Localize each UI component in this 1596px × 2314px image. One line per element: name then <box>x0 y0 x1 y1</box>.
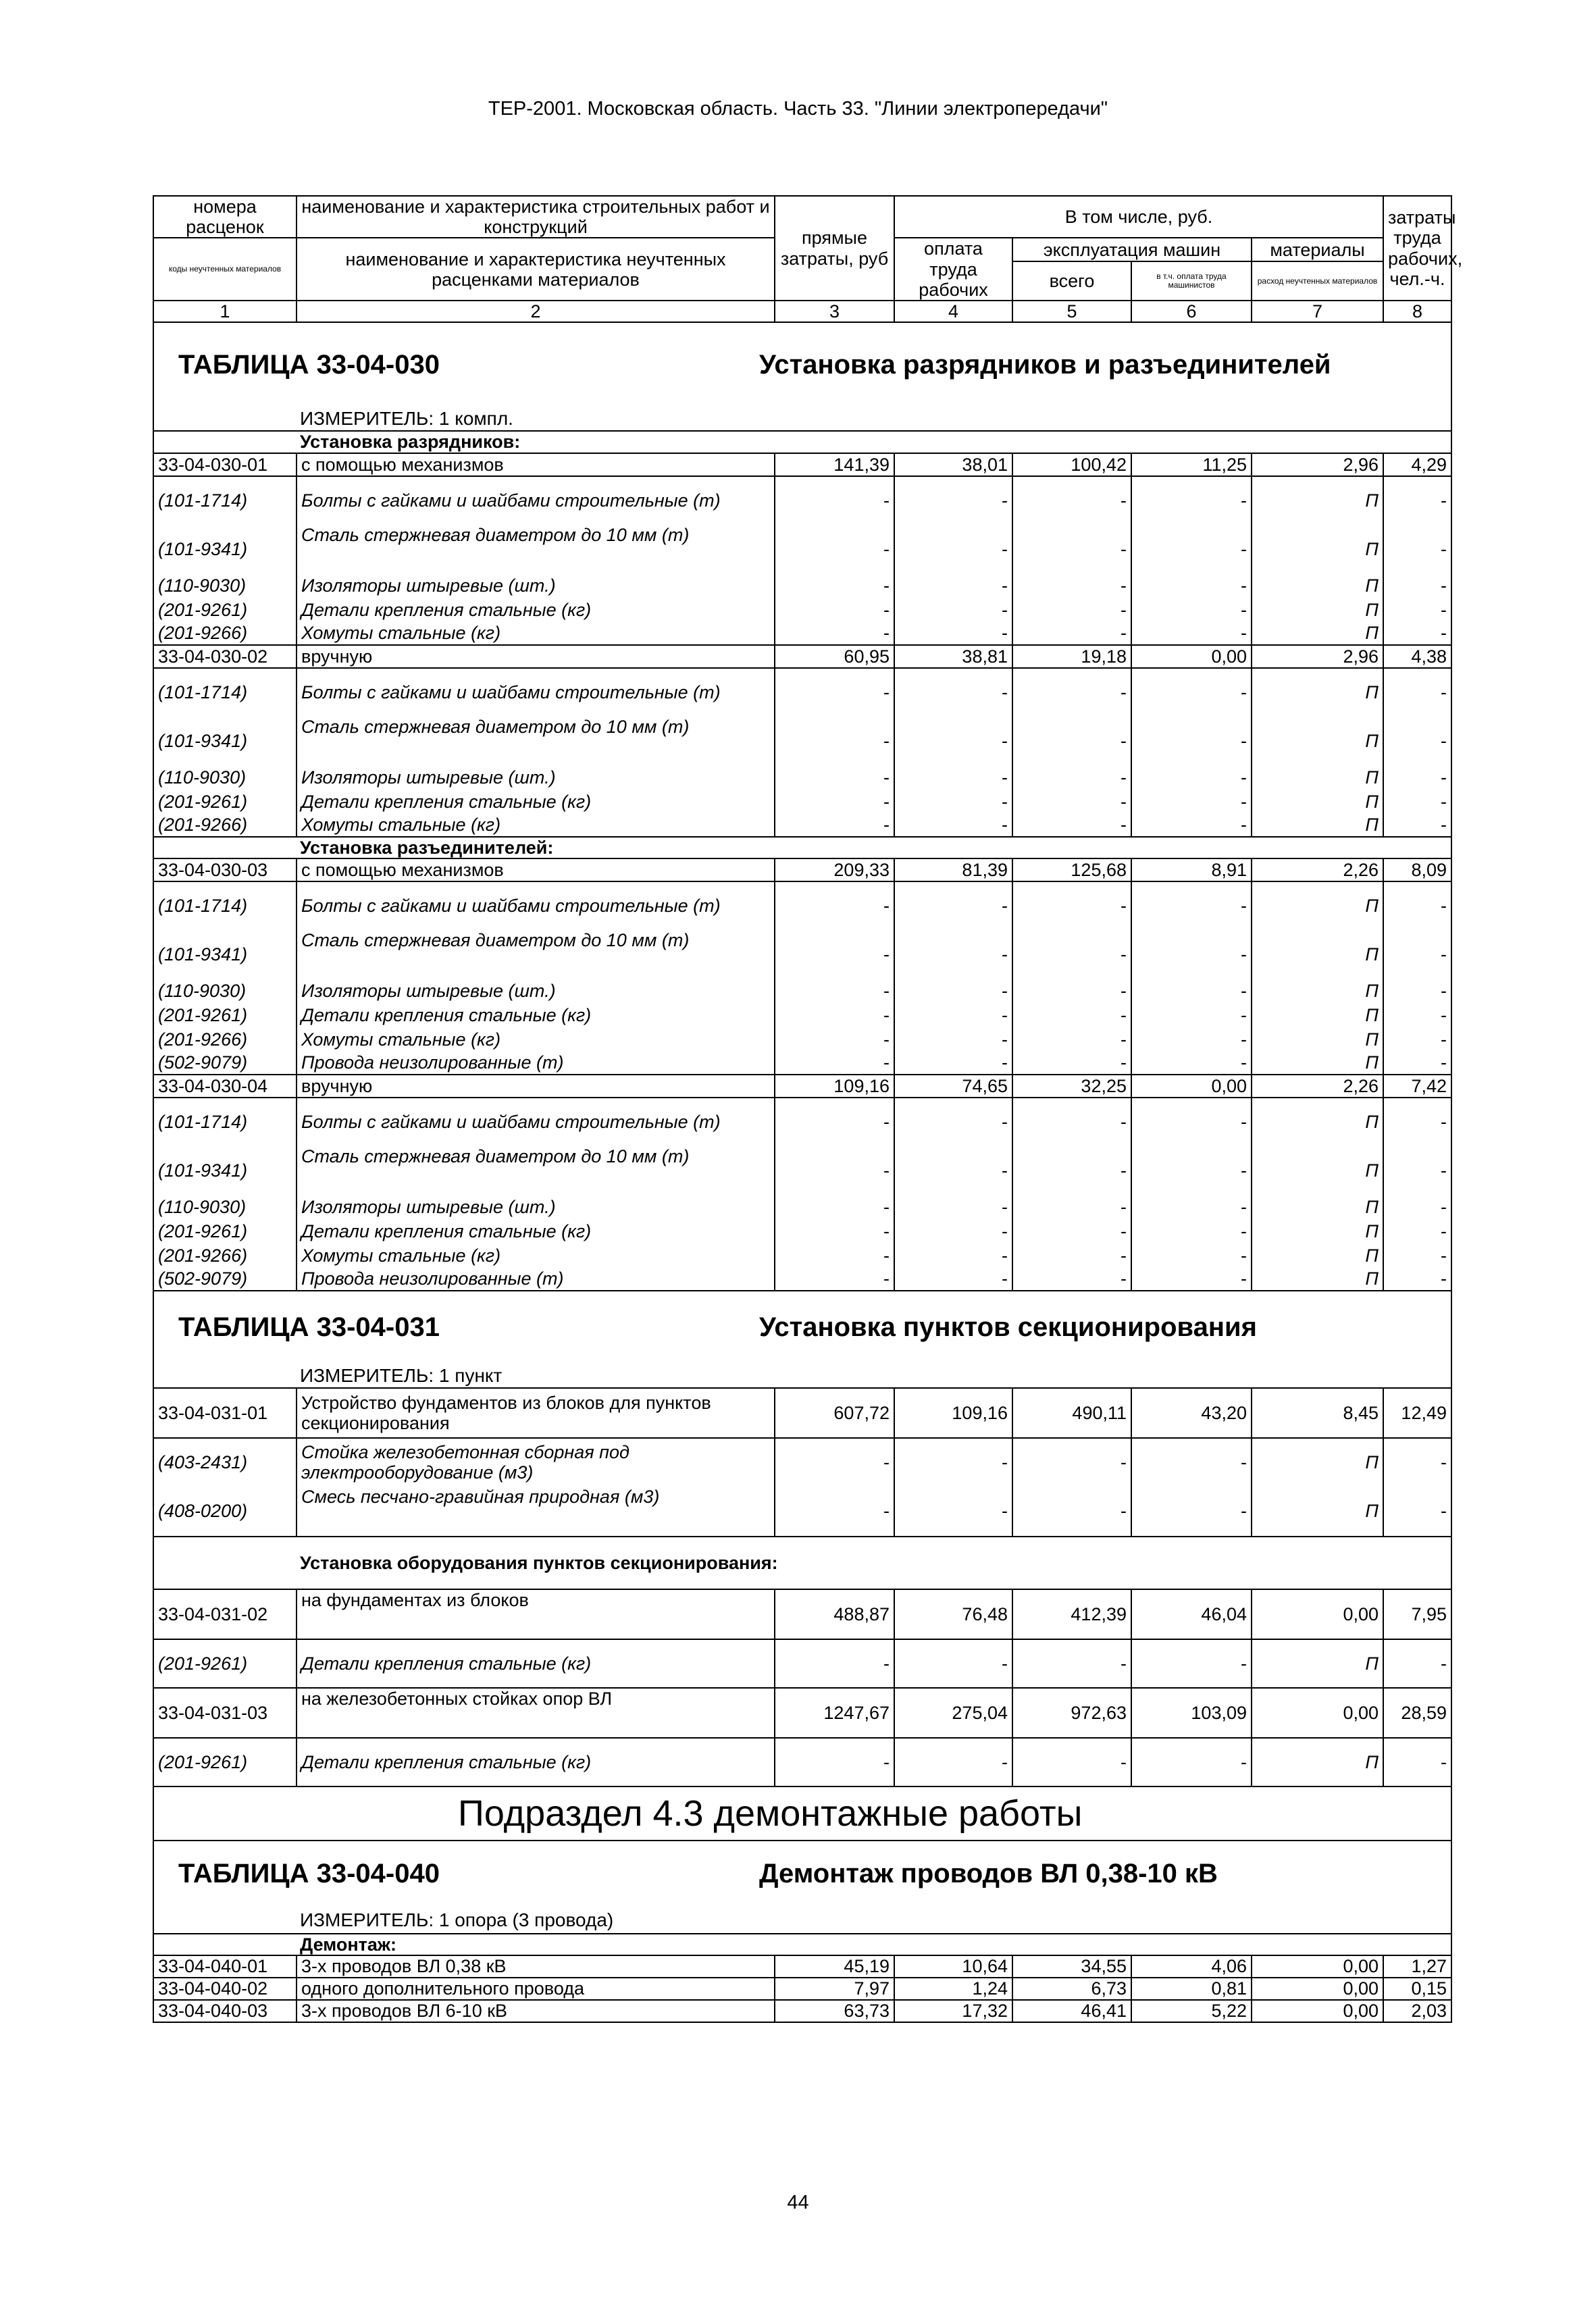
direct-cost: 63,73 <box>775 2000 894 2022</box>
material-name: Детали крепления стальные (кг) <box>297 790 775 814</box>
material-row: (201-9261) Детали крепления стальные (кг) - - - - П - <box>153 1003 1451 1027</box>
col-num: 5 <box>1012 301 1131 322</box>
material-name: Сталь стержневая диаметром до 10 мм (т) <box>297 525 775 573</box>
material-row: (201-9261) Детали крепления стальные (кг) - - - - П - <box>153 1639 1451 1688</box>
material-code: (201-9266) <box>153 1243 297 1268</box>
col-incl-header: В том числе, руб. <box>894 196 1383 238</box>
material-row: (110-9030) Изоляторы штыревые (шт.) - - - - П - <box>153 765 1451 790</box>
machine-cost: 46,41 <box>1012 2000 1131 2022</box>
material-cost: 8,45 <box>1252 1388 1383 1438</box>
labor-hours: 2,03 <box>1383 2000 1451 2022</box>
table-row <box>153 858 1451 881</box>
material-name: Детали крепления стальные (кг) <box>297 1219 775 1243</box>
machinist-wage: 11,25 <box>1131 453 1252 476</box>
work-name: вручную <box>297 1075 775 1098</box>
machinist-wage: 4,06 <box>1131 1955 1252 1978</box>
table-title-row <box>153 1841 1451 1907</box>
machinist-wage: 5,22 <box>1131 2000 1252 2022</box>
table-number: ТАБЛИЦА 33-04-031 <box>178 1312 440 1342</box>
material-cost: 2,26 <box>1252 858 1383 881</box>
machine-cost: 412,39 <box>1012 1589 1131 1639</box>
material-name: Провода неизолированные (т) <box>297 1268 775 1291</box>
machine-cost: 100,42 <box>1012 453 1131 476</box>
labor-hours: 7,95 <box>1383 1589 1451 1639</box>
work-name: одного дополнительного провода <box>297 1978 775 2000</box>
table-row <box>153 1688 1451 1738</box>
material-name: Провода неизолированные (т) <box>297 1052 775 1075</box>
material-code: (110-9030) <box>153 573 297 598</box>
col-codes-header: номера расценок <box>153 196 297 238</box>
material-name: Изоляторы штыревые (шт.) <box>297 979 775 1003</box>
col-wage-header: оплата труда рабочих <box>894 238 1012 301</box>
table-row <box>153 1075 1451 1098</box>
material-code: (201-9261) <box>153 598 297 622</box>
material-cost: 0,00 <box>1252 1978 1383 2000</box>
table-number: ТАБЛИЦА 33-04-030 <box>178 350 440 380</box>
material-name: Изоляторы штыревые (шт.) <box>297 1195 775 1219</box>
material-name: Сталь стержневая диаметром до 10 мм (т) <box>297 717 775 765</box>
material-code: (101-1714) <box>153 881 297 930</box>
material-row: (502-9079) Провода неизолированные (т) - - - - П - <box>153 1052 1451 1075</box>
material-name: Болты с гайками и шайбами строительные (т) <box>297 1098 775 1146</box>
machinist-wage: 0,00 <box>1131 1075 1252 1098</box>
col-name-header: наименование и характеристика строительных работ и конструкций <box>297 196 775 238</box>
material-code: (502-9079) <box>153 1052 297 1075</box>
material-name: Хомуты стальные (кг) <box>297 814 775 837</box>
material-cost: 0,00 <box>1252 1955 1383 1978</box>
material-name: Хомуты стальные (кг) <box>297 622 775 645</box>
rate-code: 33-04-031-01 <box>153 1388 297 1438</box>
measure-unit: ИЗМЕРИТЕЛЬ: 1 опора (3 провода) <box>300 1909 614 1930</box>
machinist-wage: 0,81 <box>1131 1978 1252 2000</box>
direct-cost: 607,72 <box>775 1388 894 1438</box>
direct-cost: 1247,67 <box>775 1688 894 1738</box>
rate-code: 33-04-030-03 <box>153 858 297 881</box>
material-name: Хомуты стальные (кг) <box>297 1027 775 1052</box>
table-row <box>153 2000 1451 2022</box>
labor-hours: 0,15 <box>1383 1978 1451 2000</box>
col-labor-header: затраты труда рабочих, чел.-ч. <box>1383 196 1451 301</box>
material-row: (101-9341) Сталь стержневая диаметром до 10 мм (т) - - - - П - <box>153 1146 1451 1195</box>
material-name: Смесь песчано-гравийная природная (м3) <box>297 1487 775 1537</box>
material-code: (201-9261) <box>153 1219 297 1243</box>
material-code: (101-1714) <box>153 476 297 525</box>
machine-cost: 490,11 <box>1012 1388 1131 1438</box>
material-name: Сталь стержневая диаметром до 10 мм (т) <box>297 930 775 979</box>
work-name: с помощью механизмов <box>297 858 775 881</box>
col-num: 6 <box>1131 301 1252 322</box>
material-row: (201-9266) Хомуты стальные (кг) - - - - П - <box>153 1243 1451 1268</box>
table-row <box>153 453 1451 476</box>
price-table <box>153 195 1463 2023</box>
rate-code: 33-04-040-02 <box>153 1978 297 2000</box>
machine-cost: 125,68 <box>1012 858 1131 881</box>
table-title-row <box>153 322 1451 407</box>
labor-hours: 8,09 <box>1383 858 1451 881</box>
wage-cost: 109,16 <box>894 1388 1012 1438</box>
material-code: (101-1714) <box>153 668 297 717</box>
material-row: (201-9266) Хомуты стальные (кг) - - - - П - <box>153 814 1451 837</box>
rate-code: 33-04-030-02 <box>153 645 297 668</box>
work-name: на железобетонных стойках опор ВЛ <box>297 1688 775 1738</box>
machinist-wage: 0,00 <box>1131 645 1252 668</box>
work-name: 3-х проводов ВЛ 6-10 кВ <box>297 2000 775 2022</box>
wage-cost: 275,04 <box>894 1688 1012 1738</box>
machinist-wage: 46,04 <box>1131 1589 1252 1639</box>
material-row: (101-9341) Сталь стержневая диаметром до 10 мм (т) - - - - П - <box>153 717 1451 765</box>
rate-code: 33-04-031-03 <box>153 1688 297 1738</box>
material-row: (408-0200) Смесь песчано-гравийная природная (м3) - - - - П - <box>153 1487 1451 1537</box>
table-row <box>153 1955 1451 1978</box>
col-machines-header: эксплуатация машин <box>1012 238 1252 261</box>
table-name: Демонтаж проводов ВЛ 0,38-10 кВ <box>759 1858 1218 1888</box>
measure-unit: ИЗМЕРИТЕЛЬ: 1 компл. <box>300 408 513 430</box>
material-name: Изоляторы штыревые (шт.) <box>297 573 775 598</box>
table-row <box>153 645 1451 668</box>
direct-cost: 141,39 <box>775 453 894 476</box>
direct-cost: 60,95 <box>775 645 894 668</box>
material-row: (101-1714) Болты с гайками и шайбами строительные (т) - - - - П - <box>153 668 1451 717</box>
material-cost: 2,96 <box>1252 645 1383 668</box>
group-heading: Установка разрядников: <box>300 432 521 453</box>
wage-cost: 38,01 <box>894 453 1012 476</box>
material-row: (201-9261) Детали крепления стальные (кг) - - - - П - <box>153 790 1451 814</box>
group-heading: Установка разъединителей: <box>300 837 554 858</box>
table-row <box>153 1978 1451 2000</box>
material-code: (201-9266) <box>153 814 297 837</box>
col-num: 3 <box>775 301 894 322</box>
work-name: Устройство фундаментов из блоков для пунктов секционирования <box>297 1388 775 1438</box>
material-name: Болты с гайками и шайбами строительные (т) <box>297 476 775 525</box>
machinist-wage: 103,09 <box>1131 1688 1252 1738</box>
col-num: 1 <box>153 301 297 322</box>
material-name: Сталь стержневая диаметром до 10 мм (т) <box>297 1146 775 1195</box>
column-numbers-row <box>153 301 1451 322</box>
material-code: (201-9261) <box>153 1639 297 1688</box>
machine-cost: 32,25 <box>1012 1075 1131 1098</box>
machine-cost: 34,55 <box>1012 1955 1131 1978</box>
group-heading: Установка оборудования пунктов секционирования: <box>300 1552 778 1573</box>
direct-cost: 209,33 <box>775 858 894 881</box>
machine-cost: 19,18 <box>1012 645 1131 668</box>
machinist-wage: 43,20 <box>1131 1388 1252 1438</box>
machinist-wage: 8,91 <box>1131 858 1252 881</box>
material-row: (201-9266) Хомуты стальные (кг) - - - - П - <box>153 622 1451 645</box>
col-mach-total: всего <box>1012 261 1131 301</box>
labor-hours: 4,38 <box>1383 645 1451 668</box>
material-code: (101-1714) <box>153 1098 297 1146</box>
material-name: Изоляторы штыревые (шт.) <box>297 765 775 790</box>
wage-cost: 17,32 <box>894 2000 1012 2022</box>
direct-cost: 488,87 <box>775 1589 894 1639</box>
material-row: (101-1714) Болты с гайками и шайбами строительные (т) - - - - П - <box>153 476 1451 525</box>
labor-hours: 1,27 <box>1383 1955 1451 1978</box>
material-code: (201-9266) <box>153 1027 297 1052</box>
wage-cost: 74,65 <box>894 1075 1012 1098</box>
material-code: (101-9341) <box>153 930 297 979</box>
table-title-row <box>153 1291 1451 1364</box>
material-name: Детали крепления стальные (кг) <box>297 598 775 622</box>
material-row: (110-9030) Изоляторы штыревые (шт.) - - - - П - <box>153 573 1451 598</box>
material-row: (201-9261) Детали крепления стальные (кг) - - - - П - <box>153 598 1451 622</box>
material-code: (101-9341) <box>153 1146 297 1195</box>
material-cost: 0,00 <box>1252 1688 1383 1738</box>
table-name: Установка пунктов секционирования <box>759 1312 1257 1342</box>
material-code: (201-9266) <box>153 622 297 645</box>
group-heading: Демонтаж: <box>300 1934 397 1955</box>
labor-hours: 4,29 <box>1383 453 1451 476</box>
col-codes-sub: коды неучтенных материалов <box>153 238 297 301</box>
labor-hours: 28,59 <box>1383 1688 1451 1738</box>
work-name: с помощью механизмов <box>297 453 775 476</box>
material-row: (201-9261) Детали крепления стальные (кг) - - - - П - <box>153 1738 1451 1786</box>
wage-cost: 10,64 <box>894 1955 1012 1978</box>
subsection-title: Подраздел 4.3 демонтажные работы <box>153 1786 1451 1841</box>
material-row: (201-9266) Хомуты стальные (кг) - - - - П - <box>153 1027 1451 1052</box>
col-mat-sub: расход неучтенных материалов <box>1252 261 1383 301</box>
rate-code: 33-04-030-04 <box>153 1075 297 1098</box>
labor-hours: 12,49 <box>1383 1388 1451 1438</box>
document-title: ТЕР-2001. Московская область. Часть 33. "Линии электропередачи" <box>488 98 1108 120</box>
col-mach-wage: в т.ч. оплата труда машинистов <box>1131 261 1252 301</box>
col-num: 8 <box>1383 301 1451 322</box>
material-code: (502-9079) <box>153 1268 297 1291</box>
page-number: 44 <box>787 2192 809 2213</box>
material-cost: 0,00 <box>1252 2000 1383 2022</box>
material-code: (403-2431) <box>153 1438 297 1487</box>
material-cost: 2,96 <box>1252 453 1383 476</box>
wage-cost: 81,39 <box>894 858 1012 881</box>
rate-code: 33-04-040-01 <box>153 1955 297 1978</box>
material-row: (101-1714) Болты с гайками и шайбами строительные (т) - - - - П - <box>153 881 1451 930</box>
material-row: (101-1714) Болты с гайками и шайбами строительные (т) - - - - П - <box>153 1098 1451 1146</box>
work-name: вручную <box>297 645 775 668</box>
material-cost: 2,26 <box>1252 1075 1383 1098</box>
direct-cost: 7,97 <box>775 1978 894 2000</box>
table-row <box>153 1589 1451 1639</box>
material-code: (110-9030) <box>153 765 297 790</box>
material-name: Детали крепления стальные (кг) <box>297 1003 775 1027</box>
material-code: (201-9261) <box>153 1738 297 1786</box>
material-row: (403-2431) Стойка железобетонная сборная под электрооборудование (м3) - - - - П - <box>153 1438 1451 1487</box>
work-name: 3-х проводов ВЛ 0,38 кВ <box>297 1955 775 1978</box>
col-num: 7 <box>1252 301 1383 322</box>
col-num: 2 <box>297 301 775 322</box>
material-code: (408-0200) <box>153 1487 297 1537</box>
material-name: Болты с гайками и шайбами строительные (т) <box>297 668 775 717</box>
material-row: (201-9261) Детали крепления стальные (кг) - - - - П - <box>153 1219 1451 1243</box>
material-code: (201-9261) <box>153 790 297 814</box>
material-name: Болты с гайками и шайбами строительные (т) <box>297 881 775 930</box>
material-row: (502-9079) Провода неизолированные (т) - - - - П - <box>153 1268 1451 1291</box>
direct-cost: 45,19 <box>775 1955 894 1978</box>
col-num: 4 <box>894 301 1012 322</box>
machine-cost: 972,63 <box>1012 1688 1131 1738</box>
wage-cost: 76,48 <box>894 1589 1012 1639</box>
labor-hours: 7,42 <box>1383 1075 1451 1098</box>
col-direct-header: прямые затраты, руб <box>775 196 894 301</box>
table-number: ТАБЛИЦА 33-04-040 <box>178 1858 440 1888</box>
material-row: (101-9341) Сталь стержневая диаметром до 10 мм (т) - - - - П - <box>153 930 1451 979</box>
material-code: (201-9261) <box>153 1003 297 1027</box>
machine-cost: 6,73 <box>1012 1978 1131 2000</box>
material-row: (110-9030) Изоляторы штыревые (шт.) - - - - П - <box>153 979 1451 1003</box>
material-code: (110-9030) <box>153 979 297 1003</box>
wage-cost: 38,81 <box>894 645 1012 668</box>
rate-code: 33-04-031-02 <box>153 1589 297 1639</box>
material-cost: 0,00 <box>1252 1589 1383 1639</box>
rate-code: 33-04-030-01 <box>153 453 297 476</box>
material-name: Детали крепления стальные (кг) <box>297 1639 775 1688</box>
wage-cost: 1,24 <box>894 1978 1012 2000</box>
direct-cost: 109,16 <box>775 1075 894 1098</box>
measure-unit: ИЗМЕРИТЕЛЬ: 1 пункт <box>300 1364 503 1386</box>
material-name: Стойка железобетонная сборная под электрооборудование (м3) <box>297 1438 775 1487</box>
work-name: на фундаментах из блоков <box>297 1589 775 1639</box>
material-name: Хомуты стальные (кг) <box>297 1243 775 1268</box>
material-row: (101-9341) Сталь стержневая диаметром до 10 мм (т) - - - - П - <box>153 525 1451 573</box>
material-code: (101-9341) <box>153 525 297 573</box>
table-header <box>153 196 1463 322</box>
material-code: (101-9341) <box>153 717 297 765</box>
material-name: Детали крепления стальные (кг) <box>297 1738 775 1786</box>
material-code: (110-9030) <box>153 1195 297 1219</box>
material-row: (110-9030) Изоляторы штыревые (шт.) - - - - П - <box>153 1195 1451 1219</box>
rate-code: 33-04-040-03 <box>153 2000 297 2022</box>
table-row <box>153 1388 1451 1438</box>
col-name-sub: наименование и характеристика неучтенных расценками материалов <box>297 238 775 301</box>
table-name: Установка разрядников и разъединителей <box>759 350 1331 380</box>
col-materials-header: материалы <box>1252 238 1383 261</box>
